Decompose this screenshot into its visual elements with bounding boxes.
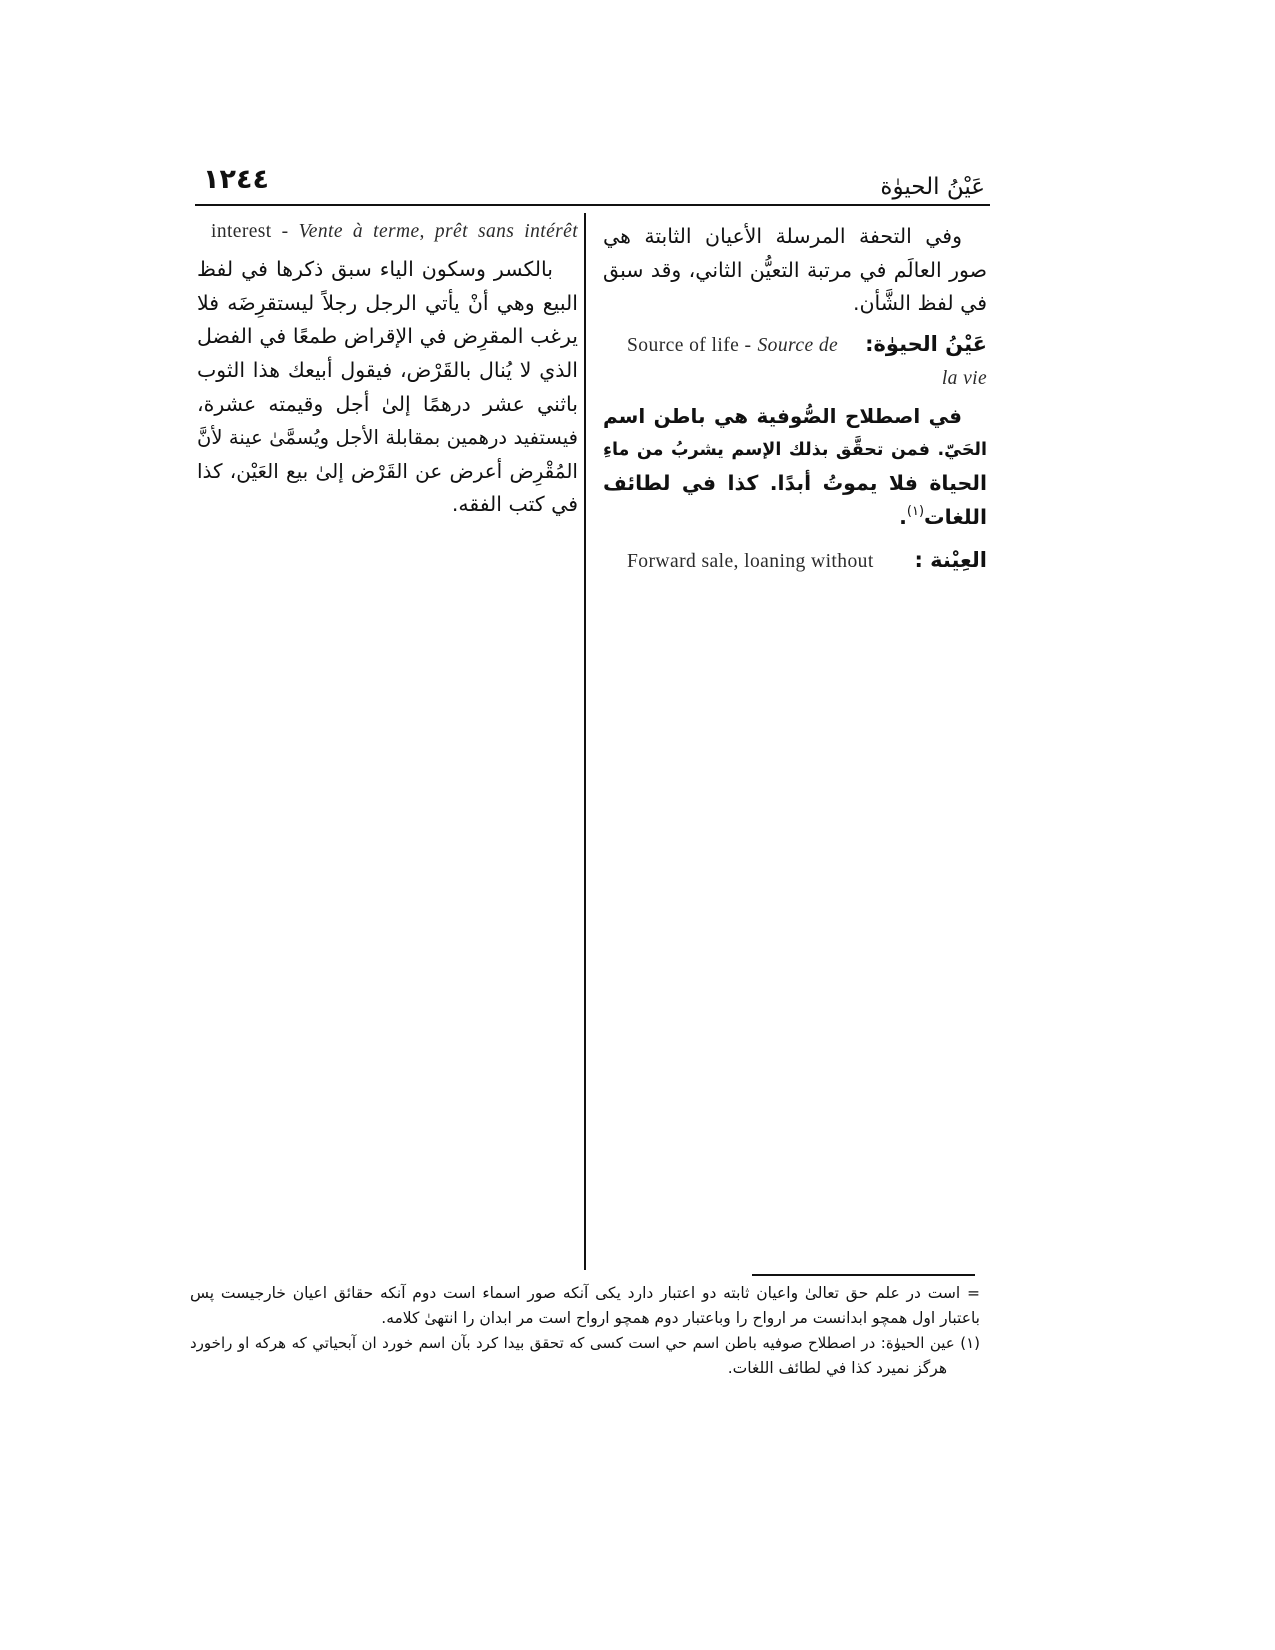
continuation-paragraph bbox=[603, 220, 987, 321]
entry-source-of-life bbox=[603, 328, 987, 395]
column-divider bbox=[584, 213, 586, 1270]
footnote-line: باعتبار اول همچو ابدانست مر ارواح را وباعتبار دوم همچو ارواح است مر ابدان را انتهىٰ كلامه. bbox=[381, 1308, 980, 1327]
text-line: الحياة فلا يموتُ أبدًا. كذا في لطائف bbox=[603, 471, 987, 496]
text-line: باثني عشر درهمًا إلىٰ أجل وقيمته عشرة، bbox=[197, 391, 578, 416]
footnote-line: (١) عين الحيوٰة: در اصطلاح صوفيه باطن اسم حي است كسى كه تحقق بيدا كرد بآن اسم خورد ان آبحياتي كه هركه او راخورد bbox=[190, 1333, 980, 1352]
text-line: في اصطلاح الصُّوفية هي باطن اسم bbox=[603, 404, 962, 429]
entry-ina bbox=[603, 544, 987, 578]
text-line: الذي لا يُنال بالقَرْض، فيقول أبيعك هذا الثوب bbox=[197, 357, 578, 382]
text-line: في لفظ الشَّأن. bbox=[852, 291, 987, 316]
right-column bbox=[603, 220, 987, 578]
entry-gloss-continued bbox=[197, 215, 578, 249]
french-gloss-continued: la vie bbox=[941, 367, 987, 389]
entry-headword: عَيْنُ الحيوٰة: bbox=[865, 332, 987, 357]
text-line: في كتب الفقه. bbox=[451, 492, 578, 517]
text-line bbox=[603, 501, 987, 538]
text-line: المُقْرِض أعرض عن القَرْض إلىٰ بيع العَيْن، كذا bbox=[197, 458, 578, 483]
text-line: صور العالَم في مرتبة التعيُّن الثاني، وقد سبق bbox=[603, 257, 987, 282]
footnote-line: هرگز نميرد كذا في لطائف اللغات. bbox=[727, 1358, 947, 1377]
entry-headword: العِيْنة : bbox=[914, 548, 987, 573]
definition-paragraph bbox=[197, 253, 578, 522]
footnote-rule bbox=[752, 1274, 975, 1276]
entry-head-row bbox=[603, 544, 987, 578]
english-gloss: Source of life - bbox=[627, 335, 752, 357]
last-word: اللغات bbox=[924, 504, 987, 529]
entry-head-row bbox=[603, 328, 987, 362]
text-line: بالكسر وسكون الياء سبق ذكرها في لفظ bbox=[197, 257, 553, 282]
footnotes bbox=[190, 1281, 980, 1381]
left-column bbox=[197, 215, 578, 522]
header-rule bbox=[195, 204, 990, 206]
english-gloss: Forward sale, loaning without bbox=[627, 551, 874, 573]
english-gloss: interest - bbox=[211, 221, 289, 242]
footnote-line: = است در علم حق تعالىٰ واعيان ثابته دو اعتبار دارد يكى آنكه صور اسماء است دوم آنكه حقائق اعيان خارجيست پس bbox=[190, 1283, 980, 1302]
page-number: ١٢٤٤ bbox=[203, 164, 269, 195]
french-gloss: Vente à terme, prêt sans intérêt bbox=[298, 221, 579, 242]
text-line: الحَيّ. فمن تحقَّق بذلك الإسم يشربُ من ماءِ bbox=[603, 439, 987, 460]
footnote-marker: (١) bbox=[906, 503, 925, 519]
text-line: يرغب المقرِض في الإقراض طمعًا في الفضل bbox=[197, 324, 578, 349]
text-line: وفي التحفة المرسلة الأعيان الثابتة هي bbox=[603, 224, 962, 248]
text-line: فيستفيد درهمين بمقابلة الأجل ويُسمَّىٰ عينة لأنَّ bbox=[197, 426, 578, 450]
running-title: عَيْنُ الحيوٰة bbox=[880, 174, 985, 200]
entry-gloss bbox=[627, 329, 838, 363]
text-line: البيع وهي أنْ يأتي الرجل رجلاً ليستقرِضَه فلا bbox=[197, 290, 578, 315]
definition-paragraph bbox=[603, 400, 987, 537]
end-punctuation: . bbox=[899, 504, 907, 529]
french-gloss: Source de bbox=[757, 335, 839, 357]
